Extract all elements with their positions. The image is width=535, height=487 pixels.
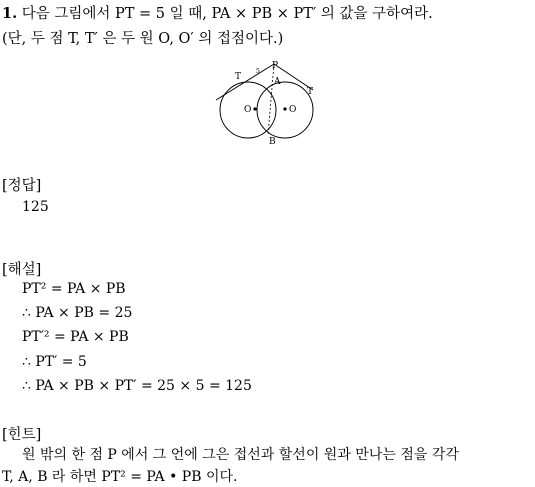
center-o-dot [253,107,256,110]
answer-label: [정답] [2,178,42,194]
solution-label: [해설] [2,262,42,278]
hint-line-1: 원 밖의 한 점 P 에서 그 언에 그은 접선과 할선이 원과 만나는 점을 각각 [22,447,459,463]
label-a: A [274,77,281,87]
hint-line-2: T, A, B 라 하면 PT² = PA • PB 이다. [2,469,238,485]
center-o-prime-dot [283,107,286,110]
solution-line-2: ∴ PA × PB = 25 [22,305,133,321]
secant-line [268,64,274,135]
label-five: 5 [256,68,260,75]
tangent-line-t [216,64,274,100]
question-number: 1. [2,5,18,22]
question-condition: (단, 두 점 T, T′ 은 두 원 O, O′ 의 접점이다.) [2,31,284,47]
hint-label: [힌트] [2,427,42,443]
solution-line-5: ∴ PA × PB × PT′ = 25 × 5 = 125 [22,378,252,394]
label-b: B [269,137,276,147]
label-t: T [235,72,242,82]
answer-value: 125 [22,199,49,215]
label-t-prime: T [307,87,314,97]
solution-line-1: PT² = PA × PB [22,281,126,297]
label-o-prime: O [289,105,297,115]
solution-line-4: ∴ PT′ = 5 [22,354,87,370]
label-o: O [244,105,252,115]
solution-line-3: PT′² = PA × PB [22,329,129,345]
question-text: 다음 그림에서 PT = 5 일 때, PA × PB × PT′ 의 값을 구하여라. [21,6,433,22]
geometry-figure [210,58,325,150]
label-p: P [272,61,279,71]
question [2,2,433,23]
